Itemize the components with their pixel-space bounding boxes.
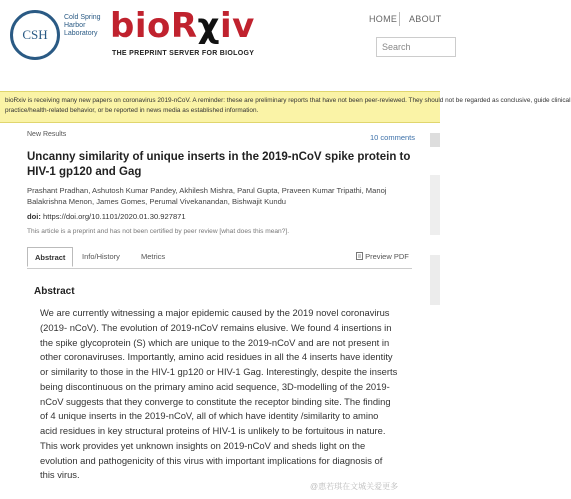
tab-metrics[interactable]: Metrics xyxy=(141,252,166,261)
preview-pdf-label: Preview PDF xyxy=(365,252,409,261)
tab-abstract[interactable]: Abstract xyxy=(27,247,73,267)
abstract-text xyxy=(40,306,410,483)
abstract-line: other coronaviruses. Importantly, amino acid residues in all the 4 inserts have identity xyxy=(40,351,393,363)
abstract-line: (2019- nCoV). The evolution of 2019-nCoV remains elusive. We found 4 insertions in xyxy=(40,321,392,333)
abstract-line: or similarity to those in the HIV-1 gp120 or HIV-1 Gag. Interestingly, despite the inserts xyxy=(40,366,398,377)
author-list[interactable]: Prashant Pradhan, Ashutosh Kumar Pandey, Akhilesh Mishra, Parul Gupta, Praveen Kumar Tripathi, Manoj Balakrishna Menon, James Gomes, Perumal Vivekanandan, Bishwajit Kundu xyxy=(27,186,387,206)
abstract-line: of 4 unique inserts in the 2019-nCoV, all of which have identity /similarity to amino xyxy=(40,410,379,422)
cshl-logo[interactable] xyxy=(10,10,60,60)
article-title: Uncanny similarity of unique inserts in the 2019-nCoV spike protein to HIV-1 gp120 and Gag xyxy=(27,151,411,178)
abstract-line: being discontinuous on the primary amino acid sequence, 3D-modelling of the 2019- xyxy=(40,380,390,392)
watermark: @惠若琪在文城关爱更多 xyxy=(310,482,399,491)
section-label: New Results xyxy=(27,131,67,138)
abstract-line: nCoV suggests that they converge to constitute the receptor binding site. The finding xyxy=(40,395,391,407)
banner-line-1: bioRxiv is receiving many new papers on coronavirus 2019-nCoV. A reminder: these are preliminary reports that have not been peer-reviewed. They should not be regarded as conclusive, guide clinical xyxy=(5,97,571,104)
banner-line-2: practice/health-related behavior, or be reported in news media as established information. xyxy=(5,107,259,114)
tagline: THE PREPRINT SERVER FOR BIOLOGY xyxy=(112,50,255,57)
pdf-icon xyxy=(356,252,363,260)
preview-pdf-link[interactable] xyxy=(356,252,409,261)
abstract-line: This work provides yet unknown insights on 2019-nCoV and sheds light on the xyxy=(40,439,366,451)
search-input[interactable]: Search xyxy=(376,37,456,57)
doi-label: doi: xyxy=(27,212,41,221)
abstract-line: this virus. xyxy=(40,469,80,481)
coronavirus-notice-banner xyxy=(0,91,571,123)
nav-about[interactable]: ABOUT xyxy=(409,14,442,24)
cshl-name: Cold Spring Harbor Laboratory xyxy=(64,14,101,37)
sidebar-edge-block xyxy=(430,255,440,305)
sidebar-edge-block xyxy=(430,133,440,147)
abstract-line: evolution and pathogenicity of this virus with important implications for diagnosis of xyxy=(40,454,383,466)
biorxiv-logo[interactable]: bioRχiv xyxy=(110,6,255,46)
doi-line xyxy=(27,212,186,221)
preprint-note: This article is a preprint and has not been certified by peer review [what does this mean?]. xyxy=(27,228,290,235)
sidebar-edge-block xyxy=(430,175,440,235)
nav-divider xyxy=(399,12,400,26)
doi-link[interactable]: https://doi.org/10.1101/2020.01.30.927871 xyxy=(43,212,186,221)
abstract-line: acid residues in key structural proteins of HIV-1 is unlikely to be fortuitous in nature. xyxy=(40,425,386,436)
tab-info-history[interactable]: Info/History xyxy=(82,252,120,261)
comments-link[interactable]: 10 comments xyxy=(370,133,416,142)
abstract-line: We are currently witnessing a major epidemic caused by the 2019 novel coronavirus xyxy=(40,307,390,318)
abstract-heading: Abstract xyxy=(34,286,75,297)
nav-home[interactable]: HOME xyxy=(369,14,398,24)
cshl-initials: CSH xyxy=(22,27,48,42)
abstract-line: the spike glycoprotein (S) which are unique to the 2019-nCoV and are not present in xyxy=(40,336,390,348)
